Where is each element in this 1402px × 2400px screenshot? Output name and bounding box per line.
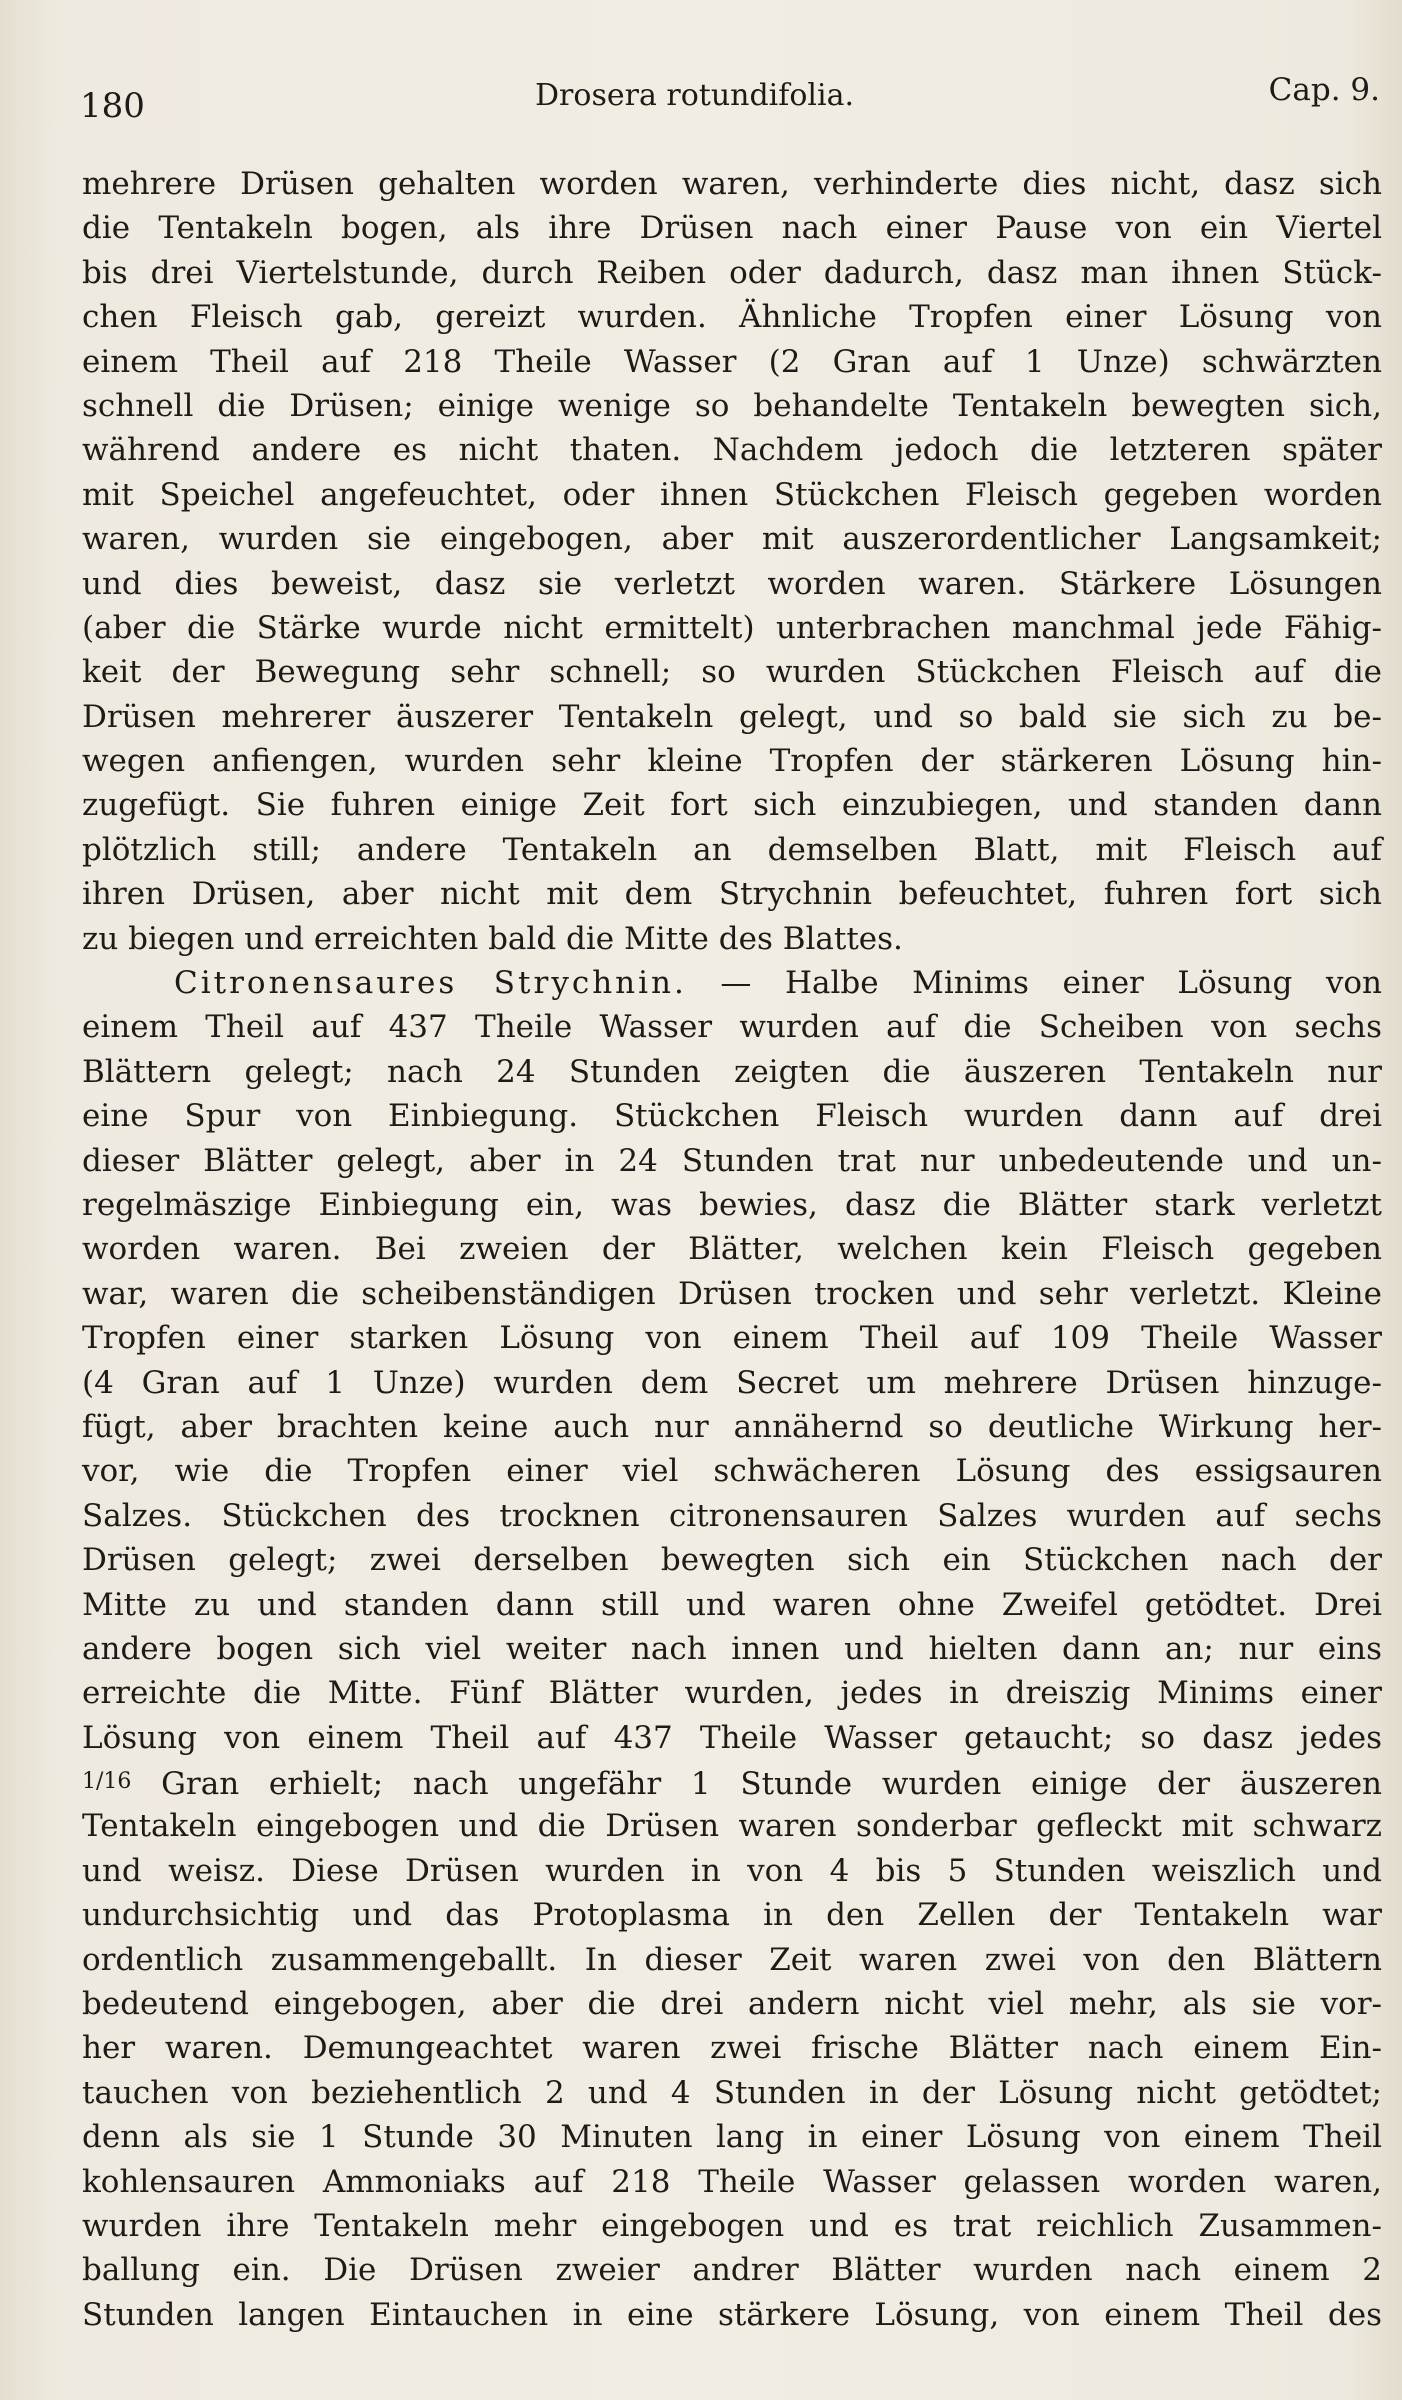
text-line: zu biegen und erreichten bald die Mitte des Blattes.	[82, 920, 903, 957]
text-line: und weisz. Diese Drüsen wurden in von 4 bis 5 Stunden weiszlich und	[82, 1852, 1382, 1889]
text-line: worden waren. Bei zweien der Blätter, welchen kein Fleisch gegeben	[82, 1231, 1382, 1268]
text-line: keit der Bewegung sehr schnell; so wurden Stückchen Fleisch auf die	[82, 654, 1382, 691]
text-line: chen Fleisch gab, gereizt wurden. Ähnliche Tropfen einer Lösung von	[82, 299, 1382, 336]
text-line-rest: — Halbe Minims einer Lösung von	[720, 965, 1383, 1002]
text-line: tauchen von beziehentlich 2 und 4 Stunden in der Lösung nicht getödtet;	[82, 2074, 1382, 2111]
text-line: waren, wurden sie eingebogen, aber mit auszerordentlicher Langsamkeit;	[82, 521, 1382, 558]
text-line: fügt, aber brachten keine auch nur annähernd so deutliche Wirkung her-	[82, 1408, 1382, 1445]
text-line	[82, 1760, 1382, 1804]
chapter-label: Cap. 9.	[1268, 72, 1380, 108]
text-line: kohlensauren Ammoniaks auf 218 Theile Wasser gelassen worden waren,	[82, 2163, 1382, 2200]
text-line: andere bogen sich viel weiter nach innen und hielten dann an; nur eins	[82, 1630, 1382, 1667]
text-line: ballung ein. Die Drüsen zweier andrer Blätter wurden nach einem 2	[82, 2252, 1382, 2289]
text-line: Stunden langen Eintauchen in eine stärkere Lösung, von einem Theil des	[82, 2296, 1382, 2333]
text-line: plötzlich still; andere Tentakeln an demselben Blatt, mit Fleisch auf	[82, 831, 1382, 868]
text-line: war, waren die scheibenständigen Drüsen trocken und sehr verletzt. Kleine	[82, 1275, 1382, 1312]
text-line: (aber die Stärke wurde nicht ermittelt) unterbrachen manchmal jede Fähig-	[82, 609, 1382, 646]
text-line: zugefügt. Sie fuhren einige Zeit fort sich einzubiegen, und standen dann	[82, 787, 1382, 824]
text-line: Salzes. Stückchen des trocknen citronensauren Salzes wurden auf sechs	[82, 1497, 1382, 1534]
text-line: Tropfen einer starken Lösung von einem Theil auf 109 Theile Wasser	[82, 1320, 1382, 1357]
text-line: die Tentakeln bogen, als ihre Drüsen nach einer Pause von ein Viertel	[82, 210, 1382, 247]
text-line: eine Spur von Einbiegung. Stückchen Fleisch wurden dann auf drei	[82, 1098, 1382, 1135]
text-line: dieser Blätter gelegt, aber in 24 Stunden trat nur unbedeutende und un-	[82, 1142, 1382, 1179]
text-line: undurchsichtig und das Protoplasma in den Zellen der Tentakeln war	[82, 1897, 1382, 1934]
text-line: während andere es nicht thaten. Nachdem jedoch die letzteren später	[82, 432, 1382, 469]
text-line: vor, wie die Tropfen einer viel schwächeren Lösung des essigsauren	[82, 1453, 1382, 1490]
text-line: mit Speichel angefeuchtet, oder ihnen Stückchen Fleisch gegeben worden	[82, 476, 1382, 513]
text-line: mehrere Drüsen gehalten worden waren, verhinderte dies nicht, dasz sich	[82, 166, 1382, 202]
text-line: bedeutend eingebogen, aber die drei andern nicht viel mehr, als sie vor-	[82, 1986, 1382, 2023]
text-line: wurden ihre Tentakeln mehr eingebogen und es trat reichlich Zusammen-	[82, 2207, 1382, 2244]
text-line: einem Theil auf 218 Theile Wasser (2 Gran auf 1 Unze) schwärzten	[82, 343, 1382, 380]
text-line: schnell die Drüsen; einige wenige so behandelte Tentakeln bewegten sich,	[82, 387, 1382, 424]
fraction: 1/16	[82, 1769, 132, 1795]
text-line: ihren Drüsen, aber nicht mit dem Strychnin befeuchtet, fuhren fort sich	[82, 876, 1382, 913]
text-line: bis drei Viertelstunde, durch Reiben oder dadurch, dasz man ihnen Stück-	[82, 254, 1382, 291]
text-line: her waren. Demungeachtet waren zwei frische Blätter nach einem Ein-	[82, 2030, 1382, 2067]
page-header	[80, 72, 1380, 132]
text-line: Drüsen mehrerer äuszerer Tentakeln gelegt, und so bald sie sich zu be-	[82, 698, 1382, 735]
body-text	[82, 162, 1382, 2337]
text-line: (4 Gran auf 1 Unze) wurden dem Secret um mehrere Drüsen hinzuge-	[82, 1364, 1382, 1401]
text-line: wegen anfiengen, wurden sehr kleine Tropfen der stärkeren Lösung hin-	[82, 743, 1382, 780]
text-line: Lösung von einem Theil auf 437 Theile Wasser getaucht; so dasz jedes	[82, 1719, 1382, 1756]
section-heading: Citronensaures Strychnin.	[174, 965, 687, 1002]
text-line: ordentlich zusammengeballt. In dieser Zeit waren zwei von den Blättern	[82, 1941, 1382, 1978]
text-line: regelmäszige Einbiegung ein, was bewies, dasz die Blätter stark verletzt	[82, 1186, 1382, 1223]
text-line: Tentakeln eingebogen und die Drüsen waren sonderbar gefleckt mit schwarz	[82, 1808, 1382, 1845]
page-number: 180	[80, 86, 145, 126]
text-line: denn als sie 1 Stunde 30 Minuten lang in einer Lösung von einem Theil	[82, 2119, 1382, 2156]
text-line: Drüsen gelegt; zwei derselben bewegten sich ein Stückchen nach der	[82, 1542, 1382, 1579]
text-line: und dies beweist, dasz sie verletzt worden waren. Stärkere Lösungen	[82, 565, 1382, 602]
text-line: Blättern gelegt; nach 24 Stunden zeigten die äuszeren Tentakeln nur	[82, 1053, 1382, 1090]
text-line: erreichte die Mitte. Fünf Blätter wurden, jedes in dreiszig Minims einer	[82, 1675, 1382, 1712]
text-line-rest: Gran erhielt; nach ungefähr 1 Stunde wurden einige der äuszeren	[161, 1766, 1383, 1803]
text-line	[82, 961, 1382, 1005]
running-title: Drosera rotundifolia.	[535, 78, 855, 113]
text-line: Mitte zu und standen dann still und waren ohne Zweifel getödtet. Drei	[82, 1586, 1382, 1623]
text-line: einem Theil auf 437 Theile Wasser wurden auf die Scheiben von sechs	[82, 1009, 1382, 1046]
